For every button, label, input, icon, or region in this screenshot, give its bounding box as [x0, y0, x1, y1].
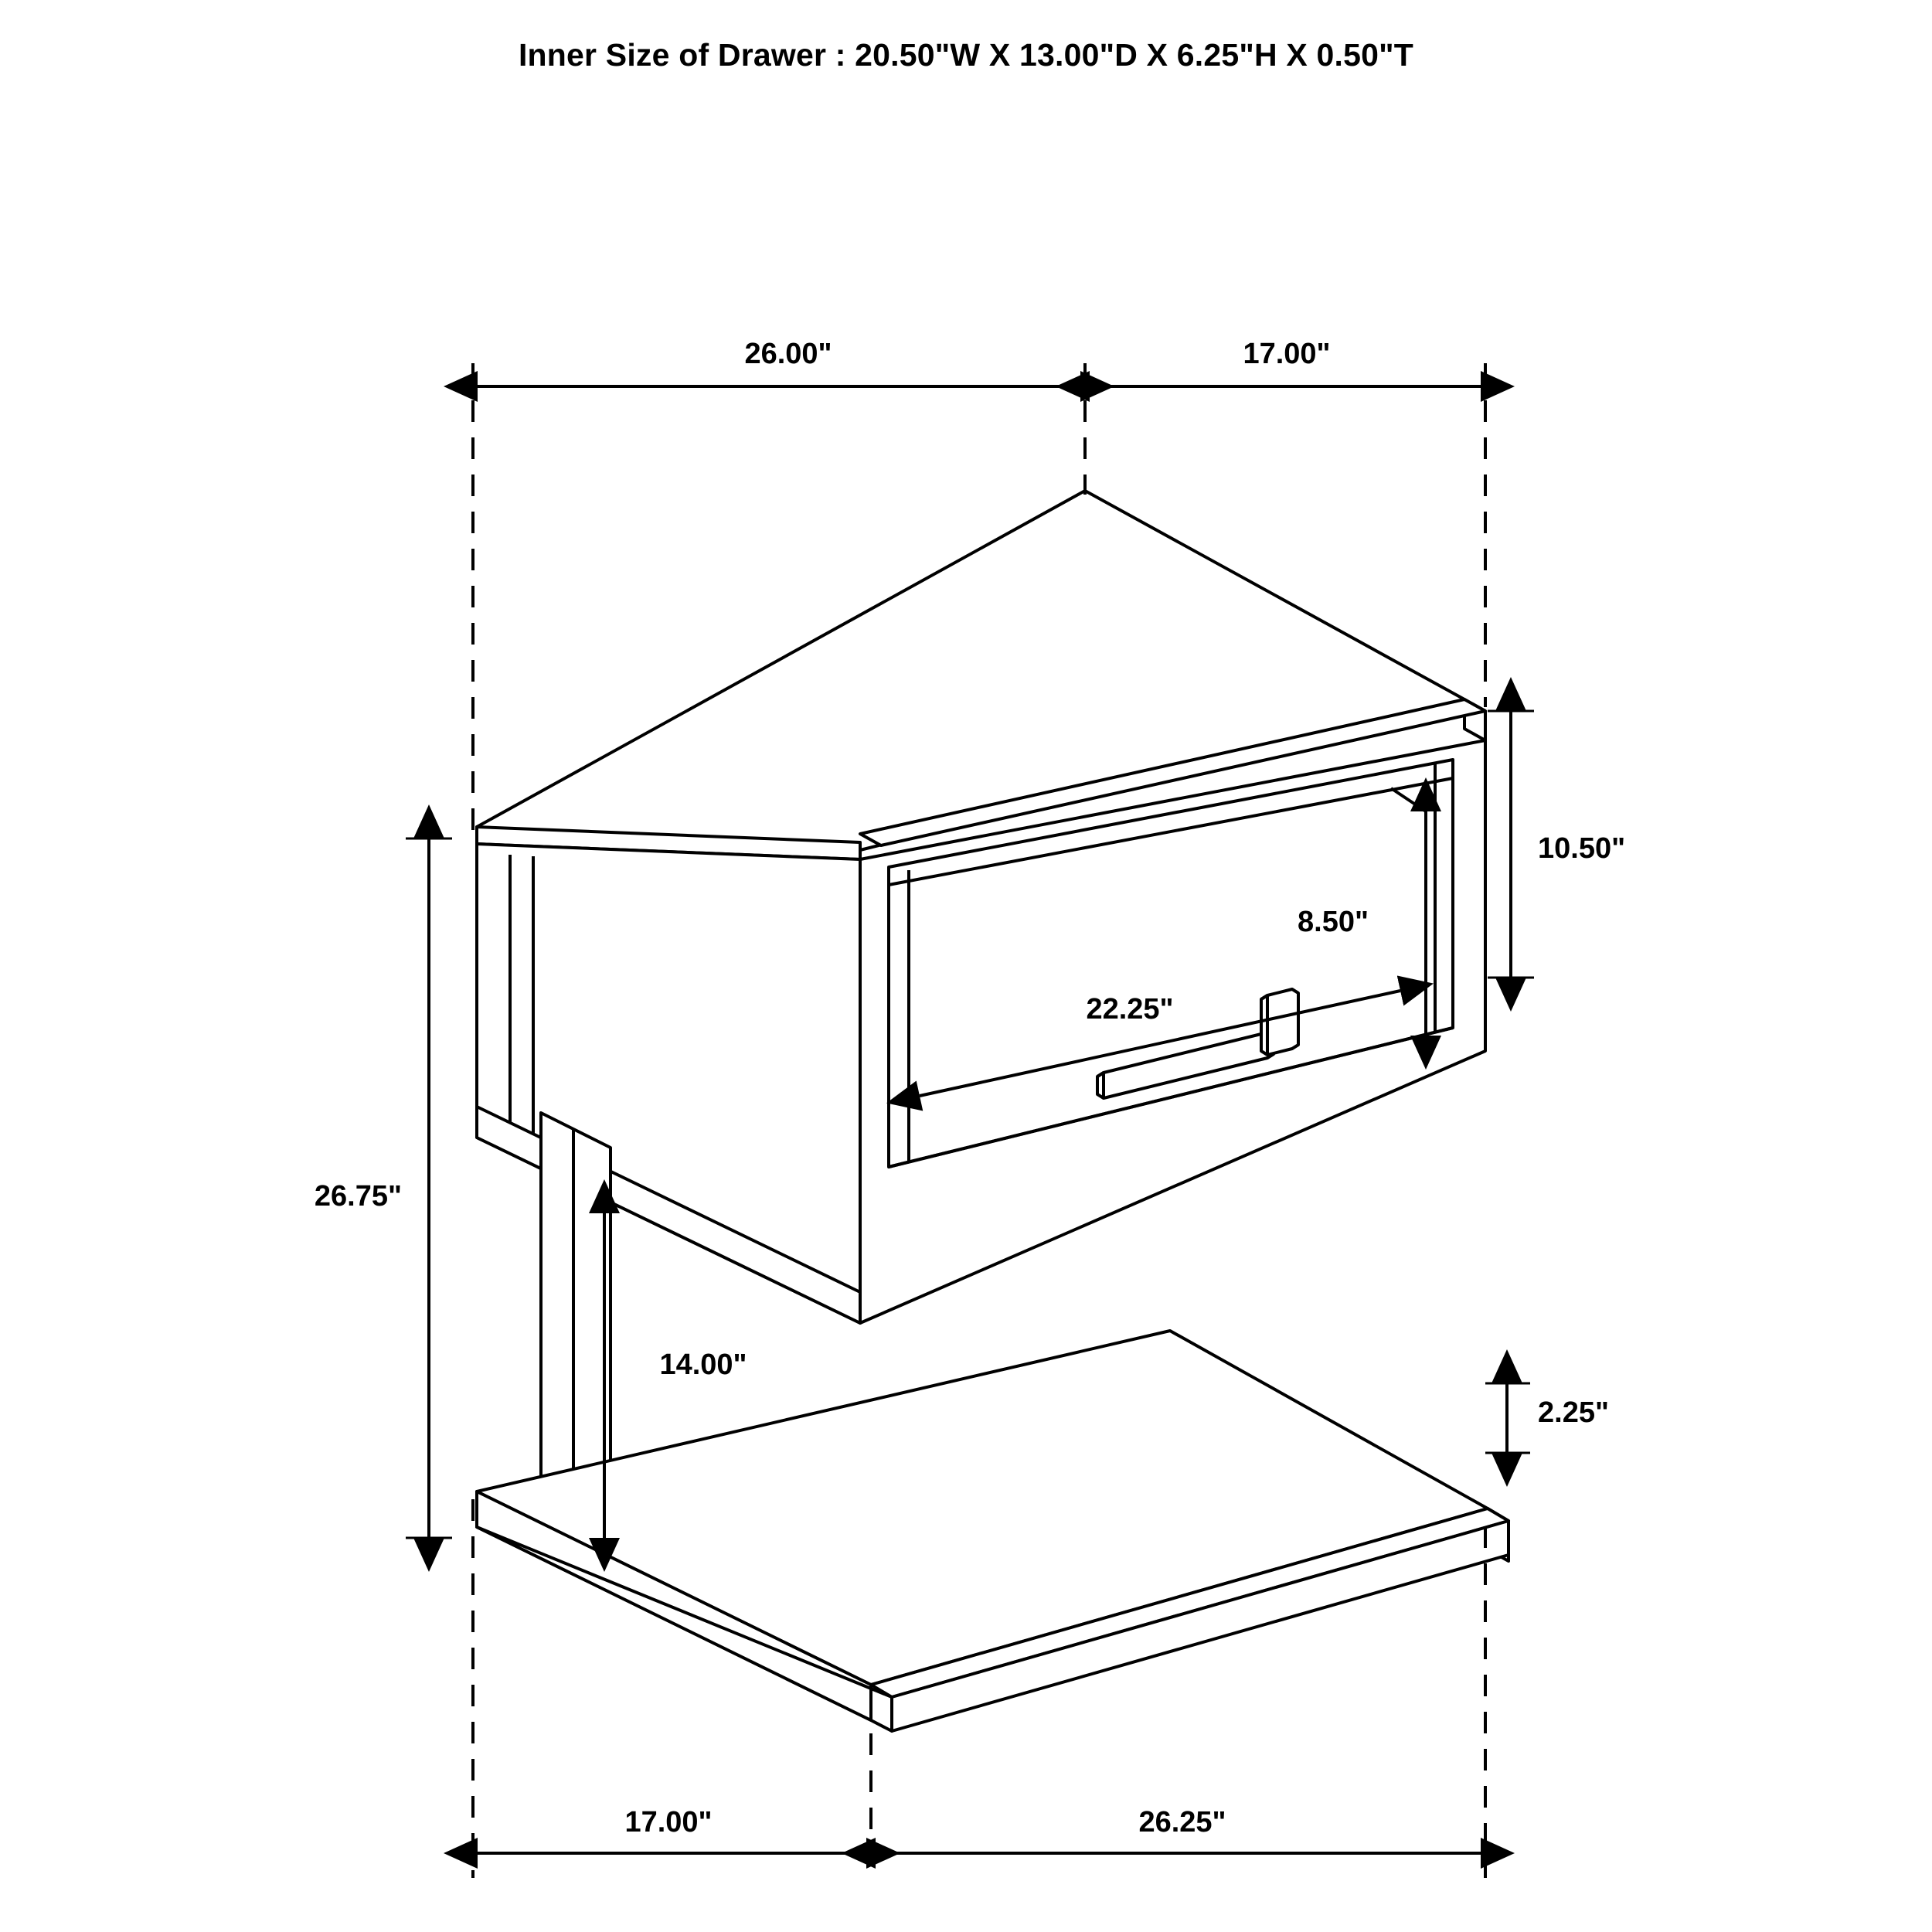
dim-label-drawer-height: 8.50" — [1298, 906, 1369, 938]
dim-label-overall-height: 26.75" — [314, 1180, 402, 1213]
base-panel — [477, 1331, 1509, 1731]
dim-label-top-right: 17.00" — [1243, 338, 1331, 370]
support-leg — [541, 1113, 611, 1515]
dim-label-drawer-width: 22.25" — [1086, 993, 1174, 1026]
dim-label-case-height: 10.50" — [1538, 832, 1626, 865]
dim-label-top-left: 26.00" — [744, 338, 832, 370]
dim-label-base-thickness: 2.25" — [1538, 1396, 1609, 1429]
dim-label-bottom-right: 26.25" — [1138, 1806, 1226, 1838]
dim-label-leg-height: 14.00" — [659, 1349, 747, 1381]
page-title: Inner Size of Drawer : 20.50"W X 13.00"D X 6.25"H X 0.50"T — [518, 37, 1414, 73]
furniture-body — [477, 491, 1509, 1731]
dim-label-bottom-left: 17.00" — [624, 1806, 713, 1838]
